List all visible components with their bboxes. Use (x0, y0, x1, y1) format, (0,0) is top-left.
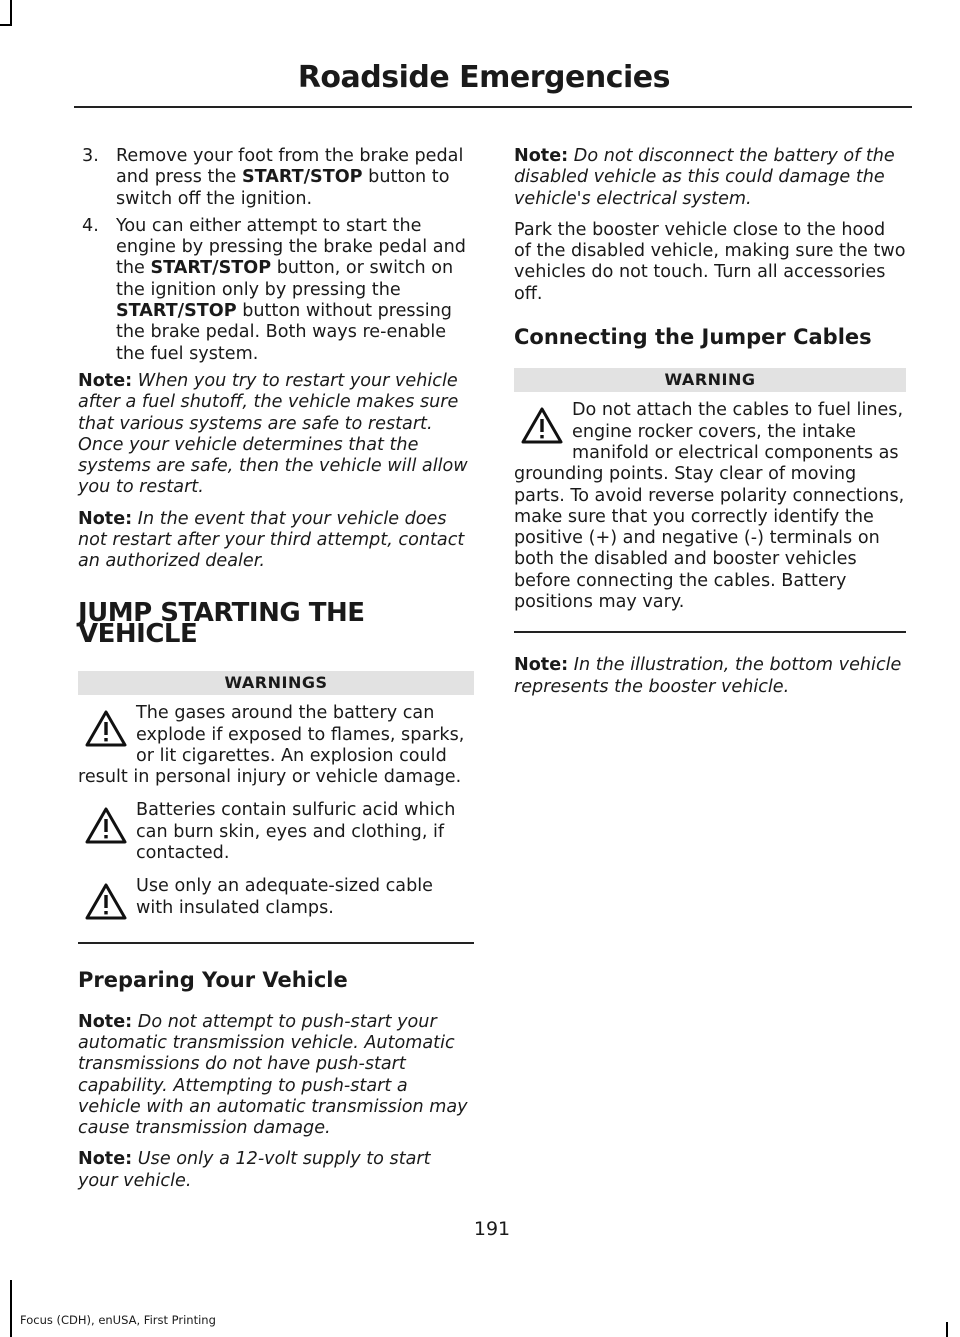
warning-item: Batteries contain sulfuric acid which can burn skin, eyes and clothing, if contacted. (78, 800, 474, 864)
page-title: Roadside Emergencies (297, 60, 670, 95)
left-column (78, 146, 474, 1202)
crop-mark (10, 1280, 12, 1337)
warning-triangle-icon (84, 806, 128, 846)
section-divider (78, 942, 474, 944)
warning-triangle-icon (84, 709, 128, 749)
crop-mark (10, 0, 12, 26)
crop-mark (946, 1322, 948, 1337)
print-info: Focus (CDH), enUSA, First Printing (20, 1313, 216, 1327)
section-divider (514, 631, 906, 633)
right-column (514, 146, 906, 708)
warning-triangle-icon (520, 406, 564, 446)
subsection-title: Preparing Your Vehicle (78, 968, 348, 993)
warning-item: The gases around the battery can explode if exposed to flames, sparks, or lit cigarettes. An explosion could result in personal injury or vehicle damage. (78, 703, 465, 788)
note: Note: In the illustration, the bottom vehicle represents the booster vehicle. (514, 655, 902, 697)
note: Note: In the event that your vehicle does not restart after your third attempt, contact an authorized dealer. (78, 508, 465, 572)
warning-triangle-icon (84, 882, 128, 922)
header-rule (74, 106, 912, 108)
note: Note: Do not disconnect the battery of the disabled vehicle as this could damage the vehicle's electrical system. (514, 146, 895, 209)
warnings-header: WARNINGS (78, 671, 474, 695)
warning-item: Use only an adequate-sized cable with insulated clamps. (78, 876, 474, 924)
note: Note: When you try to restart your vehicle after a fuel shutoff, the vehicle makes sure that various systems are safe to restart. Once your vehicle determines that the systems are safe, then the vehicle will allow you to restart. (78, 370, 468, 498)
warning-header: WARNING (514, 368, 906, 392)
note: Note: Do not attempt to push-start your automatic transmission vehicle. Automatic transmissions do not have push-start capability. Attempting to push-start a vehicle with an automatic transmission may cause transmission damage. (78, 1011, 468, 1139)
list-item: 4. You can either attempt to start the engine by pressing the brake pedal and the START/STOP button, or switch on the ignition only by pressing the START/STOP button without pressing the brake pedal. Both ways re-enable the fuel system. (82, 215, 466, 364)
list-item: 3. Remove your foot from the brake pedal and press the START/STOP button to switch off the ignition. (82, 146, 464, 209)
crop-mark (0, 24, 12, 26)
warning-item: Do not attach the cables to fuel lines, engine rocker covers, the intake manifold or electrical components as grounding points. Stay clear of moving parts. To avoid reverse polarity connections, make sure that you correctly identify the positive (+) and negative (-) terminals on both the disabled and booster vehicles before connecting the cables. Battery positions may vary. (514, 400, 905, 613)
page-number: 191 (473, 1218, 511, 1240)
note: Note: Use only a 12-volt supply to start your vehicle. (78, 1149, 431, 1191)
section-title: JUMP STARTING THE VEHICLE (78, 597, 365, 649)
subsection-title: Connecting the Jumper Cables (514, 325, 872, 350)
paragraph: Park the booster vehicle close to the hood of the disabled vehicle, making sure the two vehicles do not touch. Turn all accessories off. (514, 219, 906, 304)
